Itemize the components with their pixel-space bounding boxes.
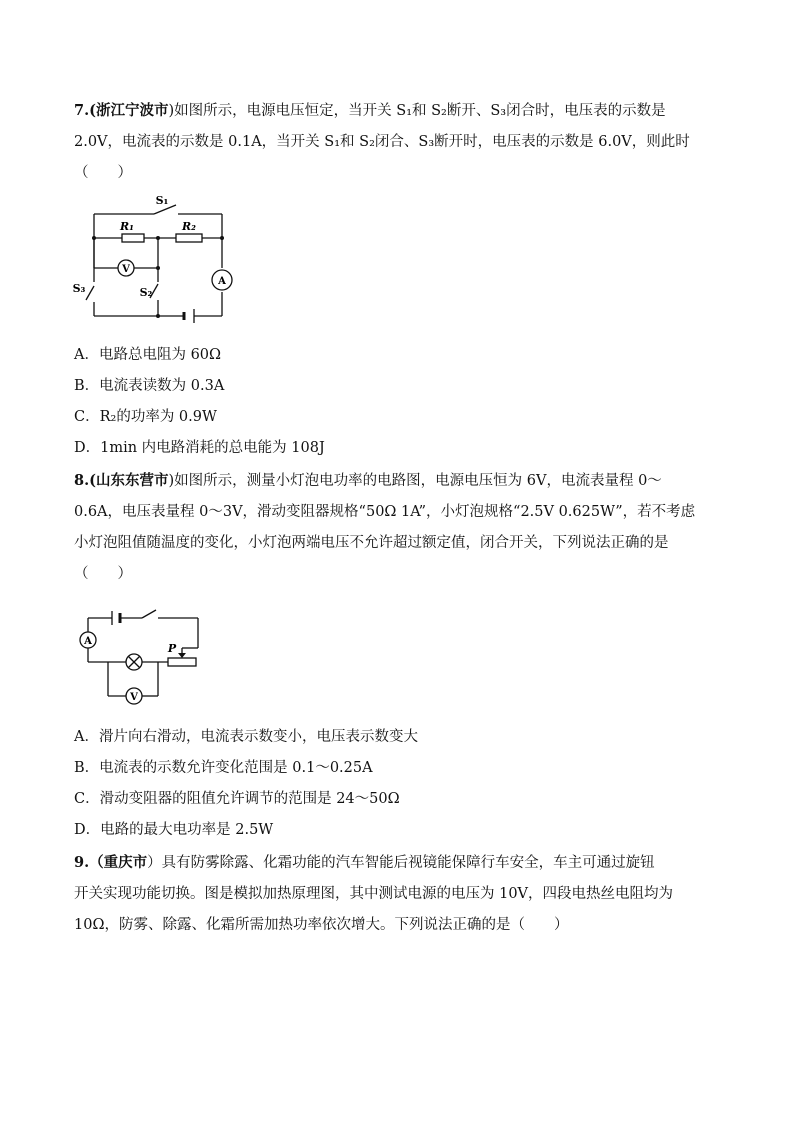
q8-slider-label: P: [167, 642, 177, 655]
q8-line-3: 小灯泡阻值随温度的变化，小灯泡两端电压不允许超过额定值，闭合开关，下列说法正确的是: [74, 535, 669, 551]
q8-stem-1: )如图所示，测量小灯泡电功率的电路图，电源电压恒为 6V，电流表量程 0～: [168, 473, 662, 489]
q8-option-c[interactable]: C．滑动变阻器的阻值允许调节的范围是 24～50Ω: [74, 791, 400, 807]
q8-option-d[interactable]: D．电路的最大电功率是 2.5W: [74, 822, 274, 838]
q7-line-1: [74, 101, 666, 121]
q9-line-1: [74, 853, 655, 873]
q7-line-2: 2.0V，电流表的示数是 0.1A，当开关 S₁和 S₂闭合、S₃断开时，电压表的示数是 6.0V，则此时: [74, 134, 690, 150]
q7-label-s3: S₃: [72, 282, 86, 295]
q7-option-d[interactable]: D．1min 内电路消耗的总电能为 108J: [74, 440, 325, 456]
q7-option-a[interactable]: A．电路总电阻为 60Ω: [74, 347, 222, 363]
q9-line-2: 开关实现功能切换。图是模拟加热原理图，其中测试电源的电压为 10V，四段电热丝电阻均为: [74, 886, 674, 902]
q8-number: 8.(: [74, 472, 96, 489]
q7-label-r2: R₂: [182, 220, 196, 233]
q7-option-b[interactable]: B．电流表读数为 0.3A: [74, 378, 225, 394]
q7-circuit-diagram: [70, 192, 240, 332]
q7-stem-1: )如图所示，电源电压恒定，当开关 S₁和 S₂断开、S₃闭合时，电压表的示数是: [168, 103, 666, 119]
q7-ammeter-label: A: [218, 276, 226, 287]
q7-number: 7.(: [74, 102, 96, 119]
q8-option-a[interactable]: A．滑片向右滑动，电流表示数变小，电压表示数变大: [74, 729, 418, 745]
q7-answer-blank: （ ）: [74, 165, 132, 181]
q8-option-b[interactable]: B．电流表的示数允许变化范围是 0.1～0.25A: [74, 760, 373, 776]
q7-label-r1: R₁: [120, 220, 134, 233]
q9-stem-1: ）具有防雾除露、化霜功能的汽车智能后视镜能保障行车安全，车主可通过旋钮: [147, 855, 655, 871]
q7-voltmeter-label: V: [122, 264, 130, 275]
q8-voltmeter-label: V: [130, 692, 138, 703]
q8-circuit-diagram: [70, 600, 210, 712]
q9-line-3: 10Ω，防雾、除露、化霜所需加热功率依次增大。下列说法正确的是（ ）: [74, 917, 569, 933]
q9-source: 重庆市: [103, 854, 148, 871]
q9-number: 9.（: [74, 854, 104, 871]
q8-source: 山东东营市: [96, 472, 169, 489]
q7-option-c[interactable]: C．R₂的功率为 0.9W: [74, 409, 217, 425]
q8-ammeter-label: A: [84, 636, 92, 647]
q7-source: 浙江宁波市: [96, 102, 169, 119]
q8-line-1: [74, 471, 662, 491]
q8-answer-blank: （ ）: [74, 566, 132, 582]
q7-label-s1: S₁: [155, 194, 169, 207]
q8-line-2: 0.6A，电压表量程 0～3V，滑动变阻器规格“50Ω 1A”，小灯泡规格“2.5V 0.625W”，若不考虑: [74, 504, 696, 520]
q7-label-s2: S₂: [139, 286, 153, 299]
